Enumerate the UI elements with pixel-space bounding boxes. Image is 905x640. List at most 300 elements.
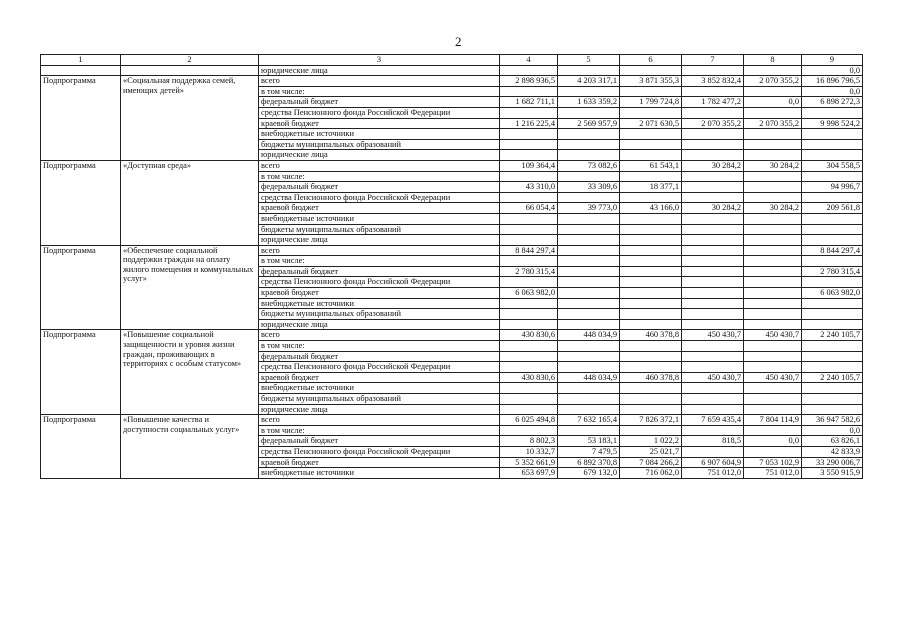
value-cell [744,362,802,373]
value-cell [682,139,744,150]
value-cell: 751 012,0 [682,468,744,479]
value-cell [682,150,744,161]
source-label: бюджеты муниципальных образований [259,394,500,405]
value-cell [620,266,682,277]
value-cell: 2 240 105,7 [802,372,863,383]
source-label: в том числе: [259,256,500,267]
value-cell [682,245,744,256]
value-cell: 653 697,9 [500,468,558,479]
header-row [41,55,863,66]
value-cell [744,171,802,182]
value-cell [558,235,620,246]
value-cell [620,362,682,373]
value-cell [682,192,744,203]
value-cell: 94 996,7 [802,182,863,193]
table-row [41,76,863,87]
value-cell [620,404,682,415]
value-cell [500,404,558,415]
value-cell: 450 430,7 [682,330,744,341]
value-cell: 3 852 832,4 [682,76,744,87]
source-label: юридические лица [259,65,500,76]
value-cell [500,341,558,352]
value-cell [744,224,802,235]
value-cell [682,235,744,246]
value-cell [682,341,744,352]
source-label: краевой бюджет [259,203,500,214]
source-label: краевой бюджет [259,457,500,468]
value-cell: 430 830,6 [500,372,558,383]
value-cell [558,298,620,309]
value-cell: 63 826,1 [802,436,863,447]
value-cell: 1 633 359,2 [558,97,620,108]
value-cell: 460 378,8 [620,330,682,341]
value-cell [500,277,558,288]
value-cell [620,129,682,140]
value-cell [802,235,863,246]
value-cell [558,362,620,373]
value-cell: 6 063 982,0 [802,288,863,299]
value-cell [558,341,620,352]
value-cell [802,224,863,235]
value-cell: 53 183,1 [558,436,620,447]
value-cell [682,224,744,235]
value-cell [558,383,620,394]
value-cell [744,288,802,299]
value-cell [744,86,802,97]
value-cell [500,150,558,161]
source-label: юридические лица [259,319,500,330]
value-cell [802,256,863,267]
value-cell: 2 070 355,2 [744,76,802,87]
value-cell: 7 659 435,4 [682,415,744,426]
value-cell: 8 844 297,4 [500,245,558,256]
value-cell [802,383,863,394]
value-cell [802,362,863,373]
value-cell [744,65,802,76]
value-cell [682,182,744,193]
value-cell [558,277,620,288]
col-header: 9 [802,55,863,66]
value-cell [500,107,558,118]
value-cell [744,107,802,118]
value-cell: 0,0 [802,86,863,97]
value-cell [558,213,620,224]
source-label: всего [259,160,500,171]
value-cell [558,256,620,267]
table-row [41,415,863,426]
source-label: внебюджетные источники [259,468,500,479]
value-cell [682,277,744,288]
value-cell [802,107,863,118]
source-label: бюджеты муниципальных образований [259,224,500,235]
value-cell [500,298,558,309]
value-cell [558,288,620,299]
value-cell: 0,0 [802,65,863,76]
program-kind-cell: Подпрограмма [41,245,121,330]
value-cell [500,362,558,373]
value-cell [620,394,682,405]
value-cell: 9 998 524,2 [802,118,863,129]
value-cell: 450 430,7 [744,372,802,383]
value-cell [558,404,620,415]
value-cell: 818,5 [682,436,744,447]
value-cell: 448 034,9 [558,330,620,341]
value-cell [802,192,863,203]
value-cell [558,394,620,405]
value-cell [620,288,682,299]
value-cell: 42 833,9 [802,446,863,457]
value-cell [744,394,802,405]
source-label: краевой бюджет [259,372,500,383]
value-cell: 30 284,2 [744,203,802,214]
value-cell [558,245,620,256]
value-cell: 8 844 297,4 [802,245,863,256]
source-label: федеральный бюджет [259,266,500,277]
source-label: средства Пенсионного фонда Российской Федерации [259,277,500,288]
value-cell [802,129,863,140]
col-header: 3 [259,55,500,66]
value-cell [620,224,682,235]
value-cell: 751 012,0 [744,468,802,479]
table-row [41,245,863,256]
program-name-cell: «Доступная среда» [121,160,259,245]
value-cell: 8 802,3 [500,436,558,447]
value-cell [558,266,620,277]
value-cell: 450 430,7 [744,330,802,341]
value-cell: 7 826 372,1 [620,415,682,426]
table-body [41,65,863,478]
value-cell [802,351,863,362]
value-cell [558,319,620,330]
value-cell [802,213,863,224]
value-cell: 30 284,2 [682,203,744,214]
value-cell: 2 780 315,4 [802,266,863,277]
value-cell [500,86,558,97]
source-label: всего [259,76,500,87]
value-cell [558,139,620,150]
col-header: 5 [558,55,620,66]
value-cell [744,383,802,394]
value-cell: 2 070 355,2 [744,118,802,129]
value-cell: 6 025 494,8 [500,415,558,426]
page-number: 2 [455,34,462,49]
value-cell: 7 479,5 [558,446,620,457]
value-cell [500,235,558,246]
value-cell [620,245,682,256]
value-cell [682,394,744,405]
source-label: средства Пенсионного фонда Российской Федерации [259,107,500,118]
program-name-cell: «Обеспечение социальной поддержки граждан на оплату жилого помещения и коммунальных услуг» [121,245,259,330]
source-label: в том числе: [259,86,500,97]
value-cell [682,446,744,457]
value-cell [682,288,744,299]
source-label: юридические лица [259,235,500,246]
value-cell [682,65,744,76]
value-cell [500,171,558,182]
value-cell [558,224,620,235]
value-cell: 18 377,1 [620,182,682,193]
value-cell: 679 132,0 [558,468,620,479]
value-cell [620,192,682,203]
program-name-cell: «Повышение социальной защищенности и уровня жизни граждан, проживающих в территориях с особым статусом» [121,330,259,415]
value-cell: 2 071 630,5 [620,118,682,129]
source-label: краевой бюджет [259,118,500,129]
col-header: 7 [682,55,744,66]
value-cell: 209 561,8 [802,203,863,214]
value-cell [744,266,802,277]
value-cell: 7 053 102,9 [744,457,802,468]
value-cell [500,309,558,320]
value-cell: 1 022,2 [620,436,682,447]
value-cell [620,65,682,76]
source-label: средства Пенсионного фонда Российской Федерации [259,446,500,457]
value-cell [682,298,744,309]
program-name-cell: «Повышение качества и доступности социальных услуг» [121,415,259,479]
source-label: в том числе: [259,425,500,436]
source-label: федеральный бюджет [259,436,500,447]
value-cell: 25 021,7 [620,446,682,457]
value-cell: 3 550 915,9 [802,468,863,479]
value-cell [744,256,802,267]
value-cell: 30 284,2 [682,160,744,171]
col-header: 1 [41,55,121,66]
program-kind-cell: Подпрограмма [41,330,121,415]
source-label: средства Пенсионного фонда Российской Федерации [259,192,500,203]
value-cell: 36 947 582,6 [802,415,863,426]
value-cell [558,425,620,436]
value-cell: 33 290 006,7 [802,457,863,468]
value-cell [744,319,802,330]
value-cell [620,256,682,267]
value-cell [558,309,620,320]
table-row [41,330,863,341]
value-cell [744,298,802,309]
source-label: федеральный бюджет [259,182,500,193]
table-row [41,65,863,76]
value-cell [802,150,863,161]
value-cell [802,298,863,309]
value-cell: 61 543,1 [620,160,682,171]
program-kind-cell [41,65,121,76]
value-cell [620,107,682,118]
value-cell [558,150,620,161]
value-cell [500,129,558,140]
source-label: внебюджетные источники [259,383,500,394]
source-label: юридические лица [259,404,500,415]
source-label: внебюджетные источники [259,129,500,140]
value-cell [802,139,863,150]
source-label: краевой бюджет [259,288,500,299]
value-cell: 430 830,6 [500,330,558,341]
program-name-cell [121,65,259,76]
value-cell: 2 070 355,2 [682,118,744,129]
value-cell: 6 063 982,0 [500,288,558,299]
value-cell [682,266,744,277]
source-label: всего [259,245,500,256]
value-cell [682,383,744,394]
value-cell: 43 166,0 [620,203,682,214]
value-cell [620,383,682,394]
source-label: в том числе: [259,171,500,182]
value-cell [558,65,620,76]
value-cell: 2 898 936,5 [500,76,558,87]
value-cell [744,425,802,436]
value-cell [682,351,744,362]
value-cell [500,425,558,436]
value-cell [620,298,682,309]
value-cell [558,171,620,182]
value-cell: 2 780 315,4 [500,266,558,277]
value-cell: 6 907 604,9 [682,457,744,468]
value-cell: 33 309,6 [558,182,620,193]
value-cell [744,341,802,352]
program-kind-cell: Подпрограмма [41,160,121,245]
value-cell: 0,0 [802,425,863,436]
value-cell: 1 799 724,8 [620,97,682,108]
source-label: бюджеты муниципальных образований [259,309,500,320]
value-cell [682,425,744,436]
value-cell [620,171,682,182]
value-cell: 6 898 272,3 [802,97,863,108]
source-label: федеральный бюджет [259,351,500,362]
value-cell [558,129,620,140]
source-label: средства Пенсионного фонда Российской Федерации [259,362,500,373]
source-label: бюджеты муниципальных образований [259,139,500,150]
value-cell [500,192,558,203]
col-header: 6 [620,55,682,66]
value-cell [620,235,682,246]
value-cell [682,319,744,330]
value-cell [744,182,802,193]
value-cell [802,309,863,320]
source-label: всего [259,330,500,341]
source-label: всего [259,415,500,426]
value-cell [682,256,744,267]
program-kind-cell: Подпрограмма [41,415,121,479]
value-cell [802,277,863,288]
source-label: в том числе: [259,341,500,352]
value-cell: 0,0 [744,97,802,108]
value-cell: 43 310,0 [500,182,558,193]
value-cell: 1 216 225,4 [500,118,558,129]
value-cell [500,224,558,235]
value-cell [802,394,863,405]
value-cell [744,245,802,256]
source-label: внебюджетные источники [259,298,500,309]
value-cell: 66 054,4 [500,203,558,214]
col-header: 2 [121,55,259,66]
value-cell [558,86,620,97]
value-cell: 5 352 661,9 [500,457,558,468]
source-label: юридические лица [259,150,500,161]
value-cell: 1 682 711,1 [500,97,558,108]
value-cell [500,65,558,76]
value-cell [620,309,682,320]
value-cell [744,150,802,161]
value-cell [744,235,802,246]
value-cell: 448 034,9 [558,372,620,383]
value-cell [500,213,558,224]
value-cell [620,319,682,330]
value-cell [682,171,744,182]
value-cell: 7 632 165,4 [558,415,620,426]
value-cell [620,277,682,288]
value-cell: 7 084 266,2 [620,457,682,468]
value-cell: 0,0 [744,436,802,447]
value-cell [682,362,744,373]
value-cell [500,383,558,394]
value-cell: 304 558,5 [802,160,863,171]
value-cell: 73 082,6 [558,160,620,171]
value-cell: 30 284,2 [744,160,802,171]
value-cell: 1 782 477,2 [682,97,744,108]
source-label: федеральный бюджет [259,97,500,108]
table-row [41,160,863,171]
value-cell [500,394,558,405]
value-cell [620,351,682,362]
value-cell [500,256,558,267]
value-cell [500,351,558,362]
value-cell [620,213,682,224]
col-header: 8 [744,55,802,66]
value-cell [558,192,620,203]
value-cell: 6 892 370,8 [558,457,620,468]
value-cell [620,139,682,150]
value-cell [744,192,802,203]
value-cell: 2 569 957,9 [558,118,620,129]
value-cell [744,351,802,362]
value-cell [682,129,744,140]
value-cell: 3 871 355,3 [620,76,682,87]
value-cell: 39 773,0 [558,203,620,214]
value-cell: 460 378,8 [620,372,682,383]
value-cell: 4 203 317,1 [558,76,620,87]
value-cell [744,446,802,457]
value-cell [558,107,620,118]
value-cell [744,213,802,224]
value-cell: 10 332,7 [500,446,558,457]
value-cell [744,277,802,288]
value-cell: 109 364,4 [500,160,558,171]
source-label: внебюджетные источники [259,213,500,224]
value-cell [682,213,744,224]
value-cell: 7 804 114,9 [744,415,802,426]
value-cell [682,86,744,97]
value-cell [620,150,682,161]
value-cell [682,309,744,320]
value-cell [744,309,802,320]
value-cell [682,404,744,415]
value-cell [500,319,558,330]
value-cell [802,171,863,182]
value-cell [802,404,863,415]
value-cell: 16 896 796,5 [802,76,863,87]
value-cell [558,351,620,362]
program-name-cell: «Социальная поддержка семей, имеющих детей» [121,76,259,161]
value-cell [744,404,802,415]
value-cell [682,107,744,118]
value-cell [802,319,863,330]
value-cell [744,139,802,150]
value-cell [620,86,682,97]
value-cell [500,139,558,150]
program-kind-cell: Подпрограмма [41,76,121,161]
value-cell [802,341,863,352]
value-cell: 2 240 105,7 [802,330,863,341]
col-header: 4 [500,55,558,66]
budget-table [40,54,863,479]
value-cell: 716 062,0 [620,468,682,479]
